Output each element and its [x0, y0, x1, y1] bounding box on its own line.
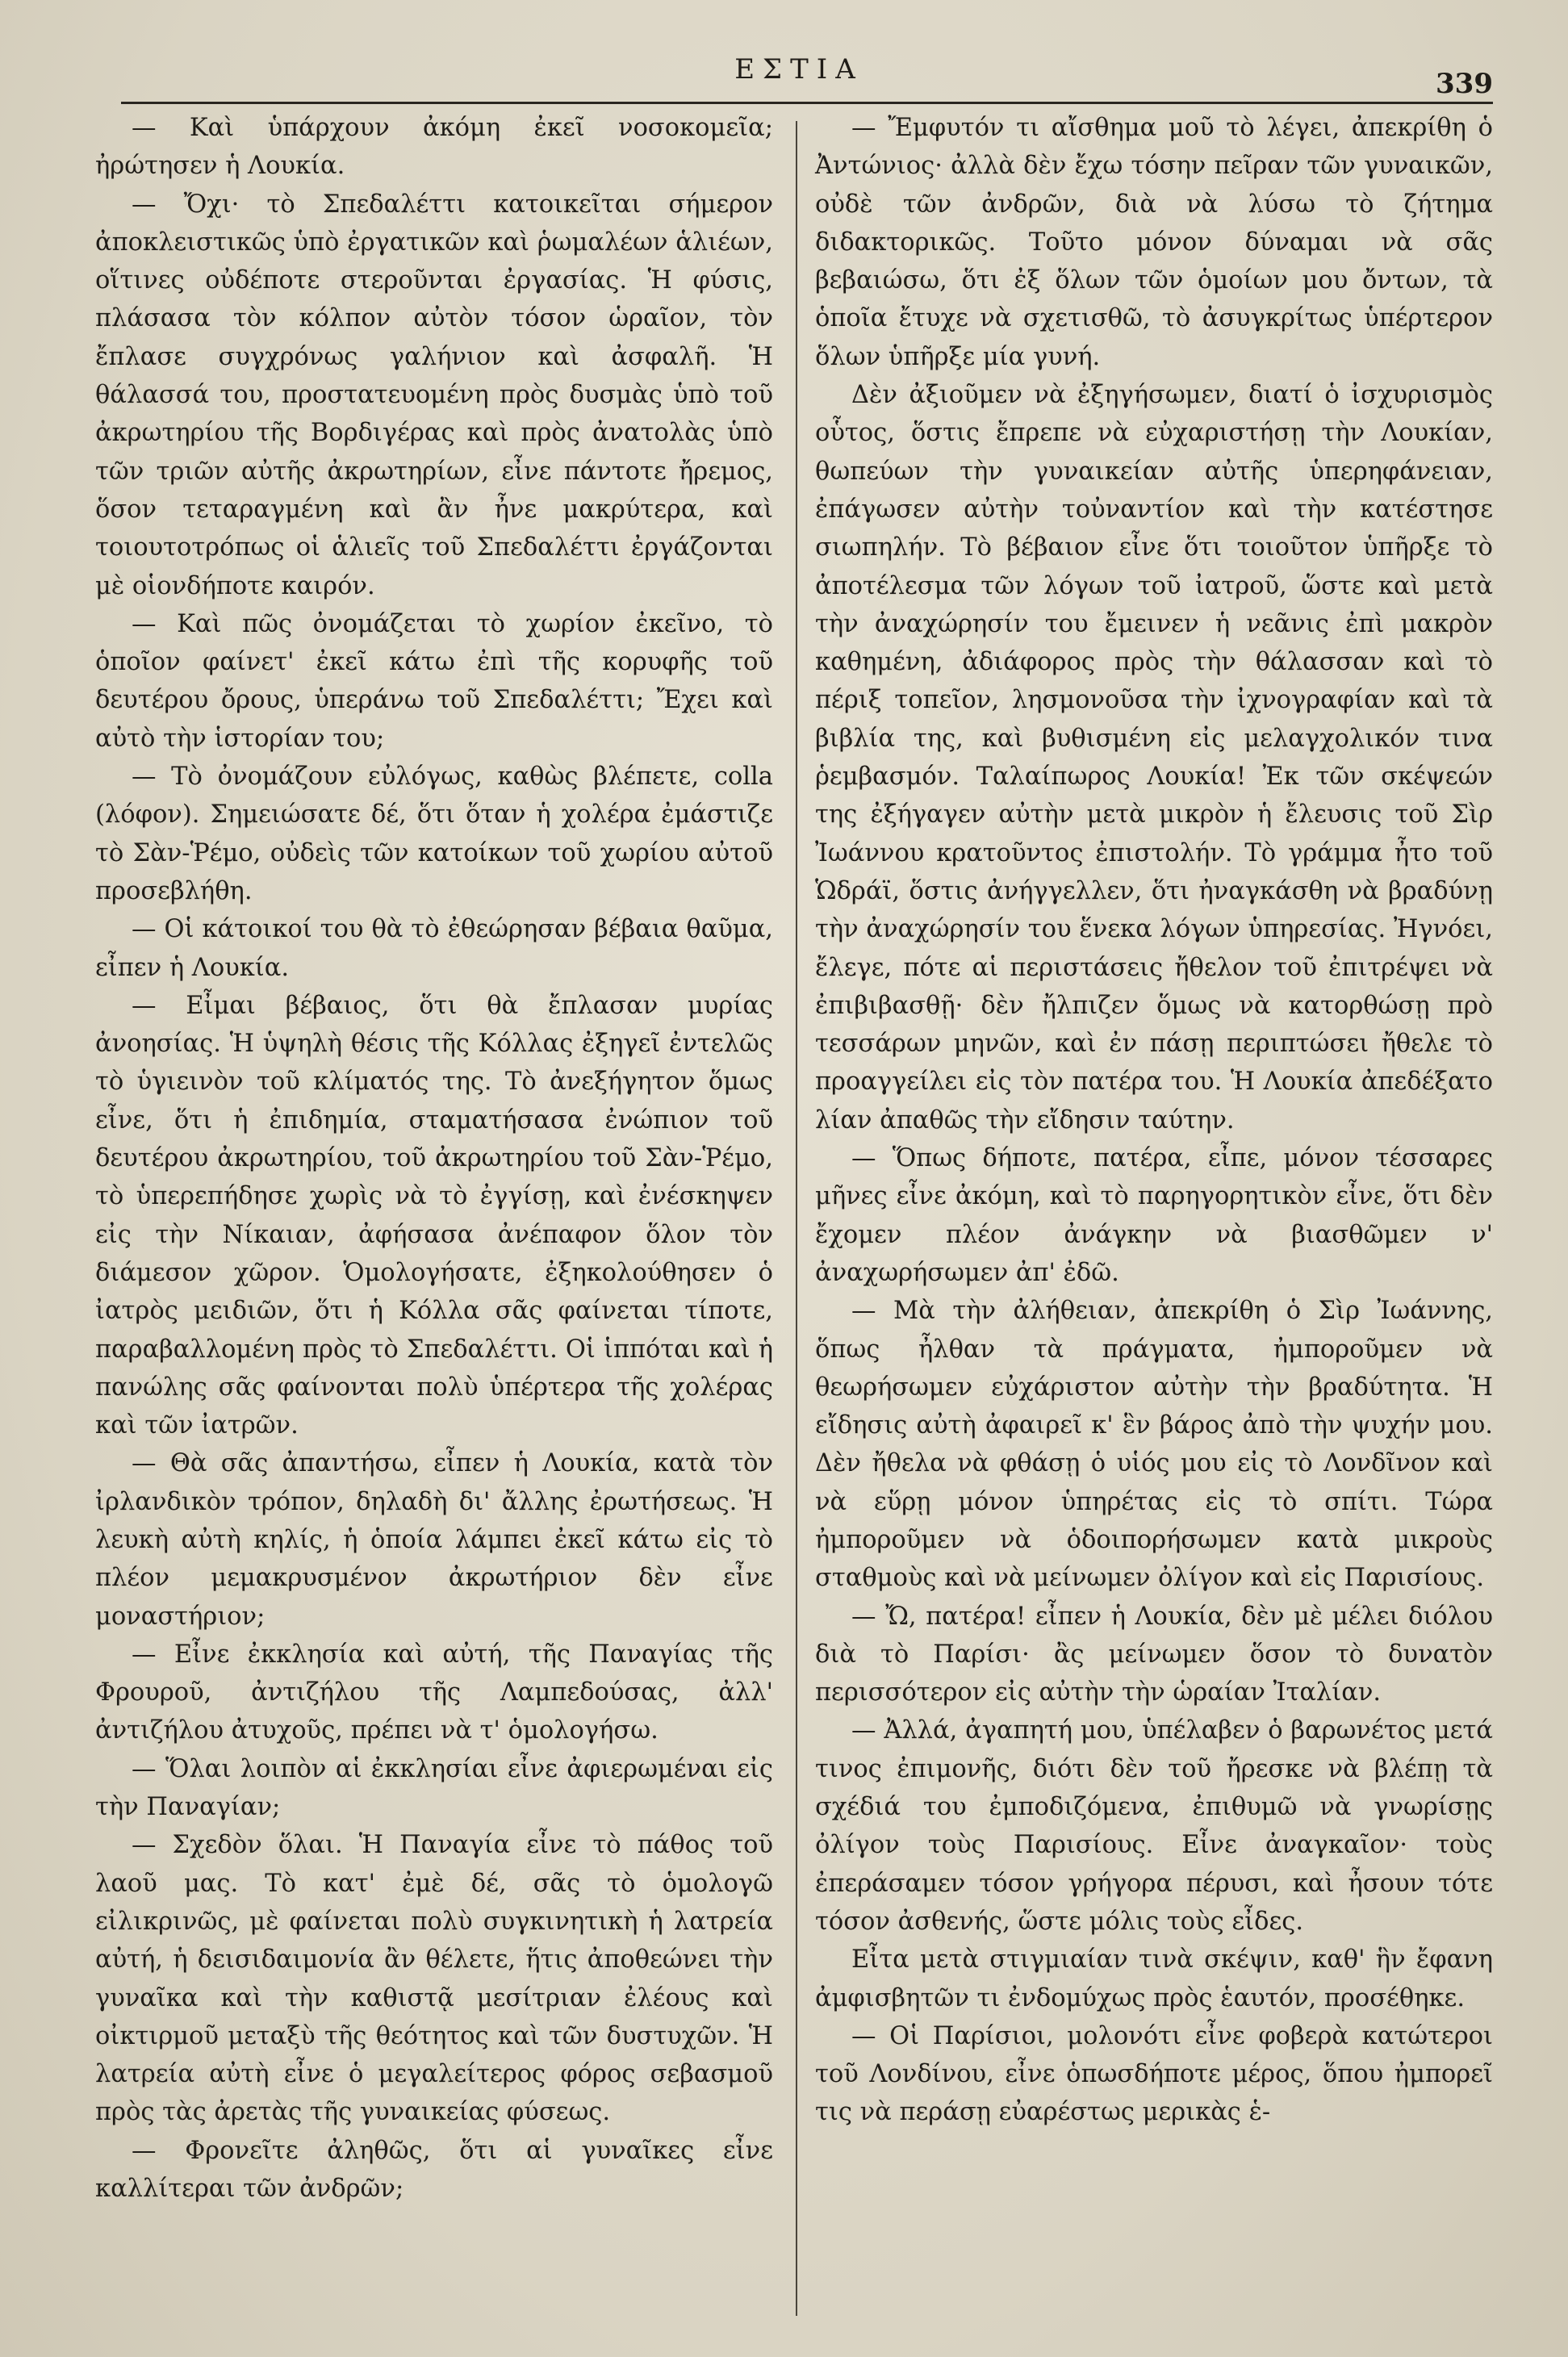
paragraph: — Καὶ ὑπάρχουν ἀκόμη ἐκεῖ νοσοκομεῖα; ἠρώτησεν ἡ Λουκία.: [95, 114, 773, 181]
header-rule: [121, 102, 1493, 104]
journal-title: ΕΣΤΙΑ: [734, 53, 863, 86]
right-column: [815, 109, 1493, 2132]
paragraph: — Οἱ κάτοικοί του θὰ τὸ ἐθεώρησαν βέβαια θαῦμα, εἶπεν ἡ Λουκία.: [95, 915, 773, 982]
paragraph: — Ὄχι· τὸ Σπεδαλέττι κατοικεῖται σήμερον ἀποκλειστικῶς ὑπὸ ἐργατικῶν καὶ ῥωμαλέων ἁλιέων, οἵτινες οὐδέποτε στεροῦνται ἐργασίας. Ἡ φύσις, πλάσασα τὸν κόλπον αὐτὸν τόσον ὡραῖον, τὸν ἔπλασε συγχρόνως γαλήνιον καὶ ἀσφαλῆ. Ἡ θάλασσά του, προστατευομένη πρὸς δυσμὰς ὑπὸ τοῦ ἀκρωτηρίου τῆς Βορδιγέρας καὶ πρὸς ἀνατολὰς ὑπὸ τῶν τριῶν αὐτῆς ἀκρωτηρίων, εἶνε πάντοτε ἤρεμος, ὅσον τεταραγμένη καὶ ἂν ἦνε μακρύτερα, καὶ τοιουτοτρόπως οἱ ἁλιεῖς τοῦ Σπεδαλέττι ἐργάζονται μὲ οἱονδήποτε καιρόν.: [95, 190, 773, 600]
paragraph: — Ὤ, πατέρα! εἶπεν ἡ Λουκία, δὲν μὲ μέλει διόλου διὰ τὸ Παρίσι· ἂς μείνωμεν ὅσον τὸ δυνατὸν περισσότερον εἰς αὐτὴν τὴν ὡραίαν Ἰταλίαν.: [815, 1602, 1493, 1707]
page-header: [97, 48, 1501, 105]
paragraph: — Ἀλλά, ἀγαπητή μου, ὑπέλαβεν ὁ βαρωνέτος μετά τινος ἐπιμονῆς, διότι δὲν τοῦ ἤρεσκε νὰ βλέπῃ τὰ σχέδιά του ἐμποδιζόμενα, ἐπιθυμῶ νὰ γνωρίσῃς ὀλίγον τοὺς Παρισίους. Εἶνε ἀναγκαῖον· τοὺς ἐπεράσαμεν τόσον γρήγορα πέρυσι, καὶ ἦσουν τότε τόσον ἀσθενής, ὥστε μόλις τοὺς εἶδες.: [815, 1716, 1493, 1936]
paragraph: — Τὸ ὀνομάζουν εὐλόγως, καθὼς βλέπετε, colla (λόφον). Σημειώσατε δέ, ὅτι ὅταν ἡ χολέρα ἐμάστιζε τὸ Σὰν-Ῥέμο, οὐδεὶς τῶν κατοίκων τοῦ χωρίου αὐτοῦ προσεβλήθη.: [95, 763, 773, 905]
paragraph: Εἶτα μετὰ στιγμιαίαν τινὰ σκέψιν, καθ' ἣν ἔφανη ἀμφισβητῶν τι ἐνδομύχως πρὸς ἑαυτόν, προσέθηκε.: [815, 1945, 1493, 2012]
paragraph: — Εἶνε ἐκκλησία καὶ αὐτή, τῆς Παναγίας τῆς Φρουροῦ, ἀντιζήλου τῆς Λαμπεδούσας, ἀλλ' ἀντιζήλου ἀτυχοῦς, πρέπει νὰ τ' ὁμολογήσω.: [95, 1640, 773, 1745]
paragraph: — Σχεδὸν ὅλαι. Ἡ Παναγία εἶνε τὸ πάθος τοῦ λαοῦ μας. Τὸ κατ' ἐμὲ δέ, σᾶς τὸ ὁμολογῶ εἰλικρινῶς, μὲ φαίνεται πολὺ συγκινητικὴ ἡ λατρεία αὐτή, ἡ δεισιδαιμονία ἂν θέλετε, ἥτις ἀποθεώνει τὴν γυναῖκα καὶ τὴν καθιστᾷ μεσίτριαν ἐλέους καὶ οἰκτιρμοῦ μεταξὺ τῆς θεότητος καὶ τῶν δυστυχῶν. Ἡ λατρεία αὐτὴ εἶνε ὁ μεγαλείτερος φόρος σεβασμοῦ πρὸς τὰς ἀρετὰς τῆς γυναικείας φύσεως.: [95, 1831, 773, 2127]
paragraph: — Οἱ Παρίσιοι, μολονότι εἶνε φοβερὰ κατώτεροι τοῦ Λονδίνου, εἶνε ὁπωσδήποτε μέρος, ὅπου ἠμπορεῖ τις νὰ περάσῃ εὐαρέστως μερικὰς ἑ-: [815, 2021, 1493, 2127]
paragraph: — Θὰ σᾶς ἀπαντήσω, εἶπεν ἡ Λουκία, κατὰ τὸν ἰρλανδικὸν τρόπον, δηλαδὴ δι' ἄλλης ἐρωτήσεως. Ἡ λευκὴ αὐτὴ κηλίς, ἡ ὁποία λάμπει ἐκεῖ κάτω εἰς τὸ πλέον μεμακρυσμένον ἀκρωτήριον δὲν εἶνε μοναστήριον;: [95, 1449, 773, 1631]
left-column: [95, 109, 773, 2208]
paragraph: — Ὅπως δήποτε, πατέρα, εἶπε, μόνον τέσσαρες μῆνες εἶνε ἀκόμη, καὶ τὸ παρηγορητικὸν εἶνε, ὅτι δὲν ἔχομεν πλέον ἀνάγκην νὰ βιασθῶμεν ν' ἀναχωρήσωμεν ἀπ' ἐδῶ.: [815, 1144, 1493, 1287]
paragraph: — Φρονεῖτε ἀληθῶς, ὅτι αἱ γυναῖκες εἶνε καλλίτεραι τῶν ἀνδρῶν;: [95, 2136, 773, 2204]
paragraph: — Μὰ τὴν ἀλήθειαν, ἀπεκρίθη ὁ Σὶρ Ἰωάννης, ὅπως ἦλθαν τὰ πράγματα, ἠμποροῦμεν νὰ θεωρήσωμεν εὐχάριστον αὐτὴν τὴν βραδύτητα. Ἡ εἴδησις αὐτὴ ἀφαιρεῖ κ' ἓν βάρος ἀπὸ τὴν ψυχήν μου. Δὲν ἤθελα νὰ φθάσῃ ὁ υἱός μου εἰς τὸ Λονδῖνον καὶ νὰ εὕρῃ μόνον ὑπηρέτας εἰς τὸ σπίτι. Τώρα ἠμποροῦμεν νὰ ὁδοιπορήσωμεν κατὰ μικροὺς σταθμοὺς καὶ νὰ μείνωμεν ὀλίγον καὶ εἰς Παρισίους.: [815, 1297, 1493, 1593]
paragraph: — Καὶ πῶς ὀνομάζεται τὸ χωρίον ἐκεῖνο, τὸ ὁποῖον φαίνετ' ἐκεῖ κάτω ἐπὶ τῆς κορυφῆς τοῦ δευτέρου ὄρους, ὑπεράνω τοῦ Σπεδαλέττι; Ἔχει καὶ αὐτὸ τὴν ἱστορίαν του;: [95, 609, 773, 753]
page-number: 339: [1436, 68, 1493, 100]
column-divider: [796, 121, 797, 2316]
paragraph: Δὲν ἀξιοῦμεν νὰ ἐξηγήσωμεν, διατί ὁ ἰσχυρισμὸς οὗτος, ὅστις ἔπρεπε νὰ εὐχαριστήσῃ τὴν Λουκίαν, θωπεύων τὴν γυναικείαν αὐτῆς ὑπερηφάνειαν, ἐπάγωσεν αὐτὴν τοὐναντίον καὶ τὴν κατέστησε σιωπηλήν. Τὸ βέβαιον εἶνε ὅτι τοιοῦτον ὑπῆρξε τὸ ἀποτέλεσμα τῶν λόγων τοῦ ἰατροῦ, ὥστε καὶ μετὰ τὴν ἀναχώρησίν του ἔμεινεν ἡ νεᾶνις ἐπὶ μακρὸν καθημένη, ἀδιάφορος πρὸς τὴν θάλασσαν καὶ τὸ πέριξ τοπεῖον, λησμονοῦσα τὴν ἰχνογραφίαν καὶ τὰ βιβλία της, καὶ βυθισμένη εἰς μελαγχολικόν τινα ῥεμβασμόν. Ταλαίπωρος Λουκία! Ἐκ τῶν σκέψεών της ἐξήγαγεν αὐτὴν μετὰ μικρὸν ἡ ἔλευσις τοῦ Σὶρ Ἰωάννου κρατοῦντος ἐπιστολήν. Τὸ γράμμα ἦτο τοῦ Ὡδράϊ, ὅστις ἀνήγγελλεν, ὅτι ἠναγκάσθη νὰ βραδύνῃ τὴν ἀναχώρησίν του ἕνεκα λόγων ὑπηρεσίας. Ἠγνόει, ἔλεγε, πότε αἱ περιστάσεις ἤθελον τοῦ ἐπιτρέψει νὰ ἐπιβιβασθῇ· δὲν ἤλπιζεν ὅμως νὰ κατορθώσῃ πρὸ τεσσάρων μηνῶν, καὶ ἐν πάσῃ περιπτώσει ἤθελε τὸ προαγγείλει εἰς τὸν πατέρα του. Ἡ Λουκία ἀπεδέξατο λίαν ἀπαθῶς τὴν εἴδησιν ταύτην.: [815, 381, 1493, 1135]
paragraph: — Ὅλαι λοιπὸν αἱ ἐκκλησίαι εἶνε ἀφιερωμέναι εἰς τὴν Παναγίαν;: [95, 1754, 773, 1822]
paragraph: — Ἔμφυτόν τι αἴσθημα μοῦ τὸ λέγει, ἀπεκρίθη ὁ Ἀντώνιος· ἀλλὰ δὲν ἔχω τόσην πεῖραν τῶν γυναικῶν, οὐδὲ τῶν ἀνδρῶν, διὰ νὰ λύσω τὸ ζήτημα διδακτορικῶς. Τοῦτο μόνον δύναμαι νὰ σᾶς βεβαιώσω, ὅτι ἐξ ὅλων τῶν ὁμοίων μου ὄντων, τὰ ὁποῖα ἔτυχε νὰ σχετισθῶ, τὸ ἀσυγκρίτως ὑπέρτερον ὅλων ὑπῆρξε μία γυνή.: [815, 114, 1493, 371]
paragraph: — Εἶμαι βέβαιος, ὅτι θὰ ἔπλασαν μυρίας ἀνοησίας. Ἡ ὑψηλὴ θέσις τῆς Κόλλας ἐξηγεῖ ἐντελῶς τὸ ὑγιεινὸν τοῦ κλίματός της. Τὸ ἀνεξήγητον ὅμως εἶνε, ὅτι ἡ ἐπιδημία, σταματήσασα ἐνώπιον τοῦ δευτέρου ἀκρωτηρίου, τοῦ ἀκρωτηρίου τοῦ Σὰν-Ῥέμο, τὸ ὑπερεπήδησε χωρὶς νὰ τὸ ἐγγίσῃ, καὶ ἐνέσκηψεν εἰς τὴν Νίκαιαν, ἀφήσασα ἀνέπαφον ὅλον τὸν διάμεσον χῶρον. Ὁμολογήσατε, ἐξηκολούθησεν ὁ ἰατρὸς μειδιῶν, ὅτι ἡ Κόλλα σᾶς φαίνεται τίποτε, παραβαλλομένη πρὸς τὸ Σπεδαλέττι. Οἱ ἱππόται καὶ ἡ πανώλης σᾶς φαίνονται πολὺ ὑπέρτερα τῆς χολέρας καὶ τῶν ἰατρῶν.: [95, 991, 773, 1440]
